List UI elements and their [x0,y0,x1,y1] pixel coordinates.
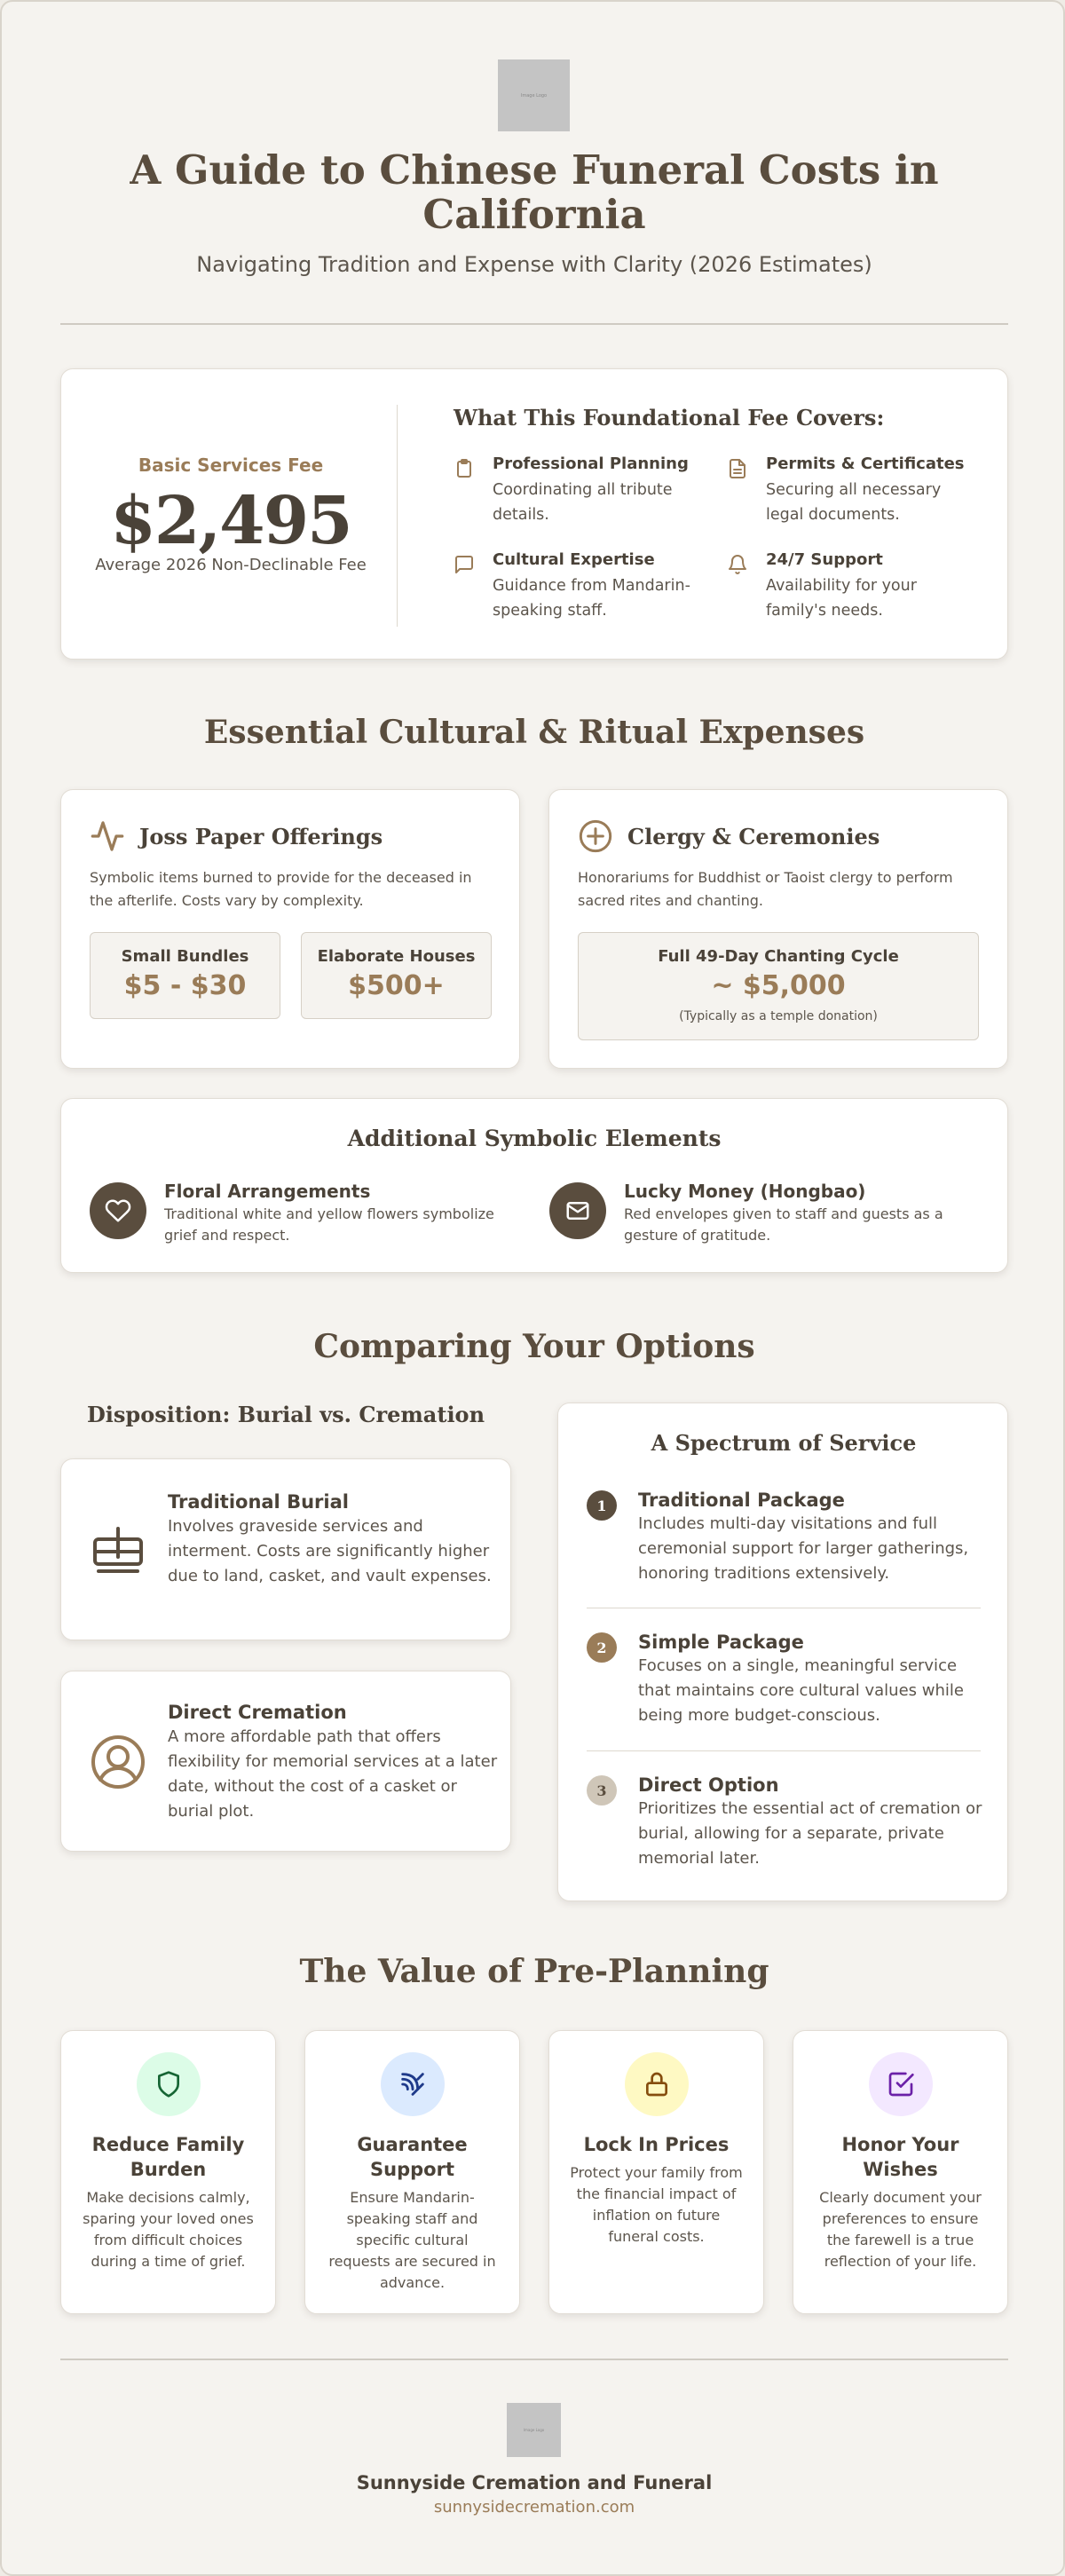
package-title: Direct Option [638,1774,779,1796]
cremation-desc: A more affordable path that offers flexibility for memorial services at a later date, without the cost of a casket or burial plot. [168,1727,498,1821]
covers-title: What This Foundational Fee Covers: [454,405,885,431]
elaborate-houses-label: Elaborate Houses [317,947,476,966]
footer-company-name: Sunnyside Cremation and Funeral [356,2472,713,2493]
small-bundles-label: Small Bundles [121,947,249,966]
package-divider [587,1750,981,1751]
burial-card [60,1458,511,1640]
burial-desc: Involves graveside services and interment. Costs are significantly higher due to land, casket, and vault expenses. [168,1517,492,1585]
cover-item-title: Cultural Expertise [493,550,655,569]
cover-item-title: Permits & Certificates [766,454,965,473]
package-desc: Focuses on a single, meaningful service that maintains core cultural values while being more budget-conscious. [638,1656,964,1725]
chanting-cycle-note: (Typically as a temple donation) [679,1009,878,1023]
footer-logo: Image Logo [507,2403,561,2457]
clergy-card-desc: Honorariums for Buddhist or Taoist clergy to perform sacred rites and chanting. [578,869,953,909]
shield-icon [137,2052,201,2116]
spectrum-title: A Spectrum of Service [651,1430,917,1456]
cover-item-title: 24/7 Support [766,550,883,569]
header-logo: Image Logo [498,59,570,131]
preplan-desc: Clearly document your preferences to ensure the farewell is a true reflection of your life. [819,2189,982,2270]
preplan-card-wishes [793,2030,1008,2314]
person-circle-icon [90,1734,146,1790]
package-desc: Prioritizes the essential act of cremation or burial, allowing for a separate, private memorial later. [638,1799,982,1868]
preplan-card-burden [60,2030,276,2314]
preplan-desc: Make decisions calmly, sparing your loved ones from difficult choices during a time of grief. [83,2189,254,2270]
footer-divider [60,2359,1008,2360]
cover-item-desc: Guidance from Mandarin-speaking staff. [493,577,690,620]
plus-circle-icon [578,818,613,854]
chanting-cycle-value: ~ $5,000 [711,970,846,1001]
joss-card-title: Joss Paper Offerings [139,823,383,849]
cover-item-desc: Securing all necessary legal documents. [766,481,942,524]
compare-section-title: Comparing Your Options [313,1328,755,1365]
cover-item-desc: Availability for your family's needs. [766,577,917,620]
preplan-title: Lock In Prices [583,2134,730,2155]
signal-icon [381,2052,445,2116]
disposition-title: Disposition: Burial vs. Cremation [86,1402,485,1427]
document-icon [727,458,748,479]
joss-card-header [90,818,383,854]
small-bundles-box [90,932,280,1019]
preplan-card-prices [548,2030,764,2314]
joss-card-desc: Symbolic items burned to provide for the deceased in the afterlife. Costs vary by complexity. [90,869,472,909]
preplan-card-support [304,2030,520,2314]
package-number-badge: 1 [587,1490,617,1521]
bell-icon [727,554,748,575]
fee-label: Basic Services Fee [138,454,324,476]
package-number-badge: 2 [587,1632,617,1663]
chat-icon [454,554,475,575]
preplan-desc: Ensure Mandarin-speaking staff and specific cultural requests are secured in advance. [328,2189,496,2291]
lock-icon [625,2052,689,2116]
joss-paper-card [60,789,520,1069]
fee-note: Average 2026 Non-Declinable Fee [95,556,367,574]
cover-item-title: Professional Planning [493,454,689,473]
package-title: Traditional Package [638,1489,845,1511]
preplan-title: Guarantee Support [357,2134,468,2180]
symbolic-item-title: Lucky Money (Hongbao) [624,1181,866,1202]
fee-amount: $2,495 [110,483,351,559]
footer-website-link[interactable]: sunnysidecremation.com [433,2498,635,2517]
package-number-badge: 3 [587,1775,617,1806]
symbolic-card [60,1098,1008,1273]
cremation-title: Direct Cremation [168,1702,347,1723]
chanting-cycle-label: Full 49-Day Chanting Cycle [658,947,899,966]
symbolic-title: Additional Symbolic Elements [347,1126,722,1151]
check-square-icon [869,2052,933,2116]
page-title: A Guide to Chinese Funeral Costs in California [130,146,939,238]
preplan-title: Honor Your Wishes [841,2134,959,2180]
clergy-card-header [578,818,880,854]
symbolic-item-desc: Traditional white and yellow flowers symbolize grief and respect. [164,1205,494,1244]
chanting-cycle-box [578,932,979,1040]
package-title: Simple Package [638,1632,804,1653]
elaborate-houses-value: $500+ [348,970,445,1001]
page-subtitle: Navigating Tradition and Expense with Clarity (2026 Estimates) [196,252,872,277]
clipboard-icon [454,458,475,479]
cover-item-desc: Coordinating all tribute details. [493,481,673,524]
clergy-card-title: Clergy & Ceremonies [627,823,880,849]
symbolic-item-title: Floral Arrangements [164,1181,371,1202]
symbolic-item-desc: Red envelopes given to staff and guests as a gesture of gratitude. [624,1205,943,1244]
grave-icon [90,1521,146,1578]
preplanning-section-title: The Value of Pre-Planning [299,1953,769,1990]
heart-icon [90,1182,146,1239]
basic-fee-card [60,368,1008,660]
cultural-section-title: Essential Cultural & Ritual Expenses [203,714,865,751]
elaborate-houses-box [301,932,492,1019]
spectrum-card [557,1403,1008,1901]
clergy-card [548,789,1008,1069]
cremation-card [60,1671,511,1852]
envelope-icon [549,1182,606,1239]
preplan-title: Reduce Family Burden [91,2134,245,2180]
preplan-desc: Protect your family from the financial impact of inflation on future funeral costs. [570,2164,743,2245]
burial-title: Traditional Burial [168,1491,349,1513]
activity-icon [90,818,125,854]
fee-divider [397,405,398,627]
header-divider [60,323,1008,325]
small-bundles-value: $5 - $30 [123,970,247,1001]
package-desc: Includes multi-day visitations and full ceremonial support for larger gatherings, honoring traditions extensively. [638,1514,969,1583]
